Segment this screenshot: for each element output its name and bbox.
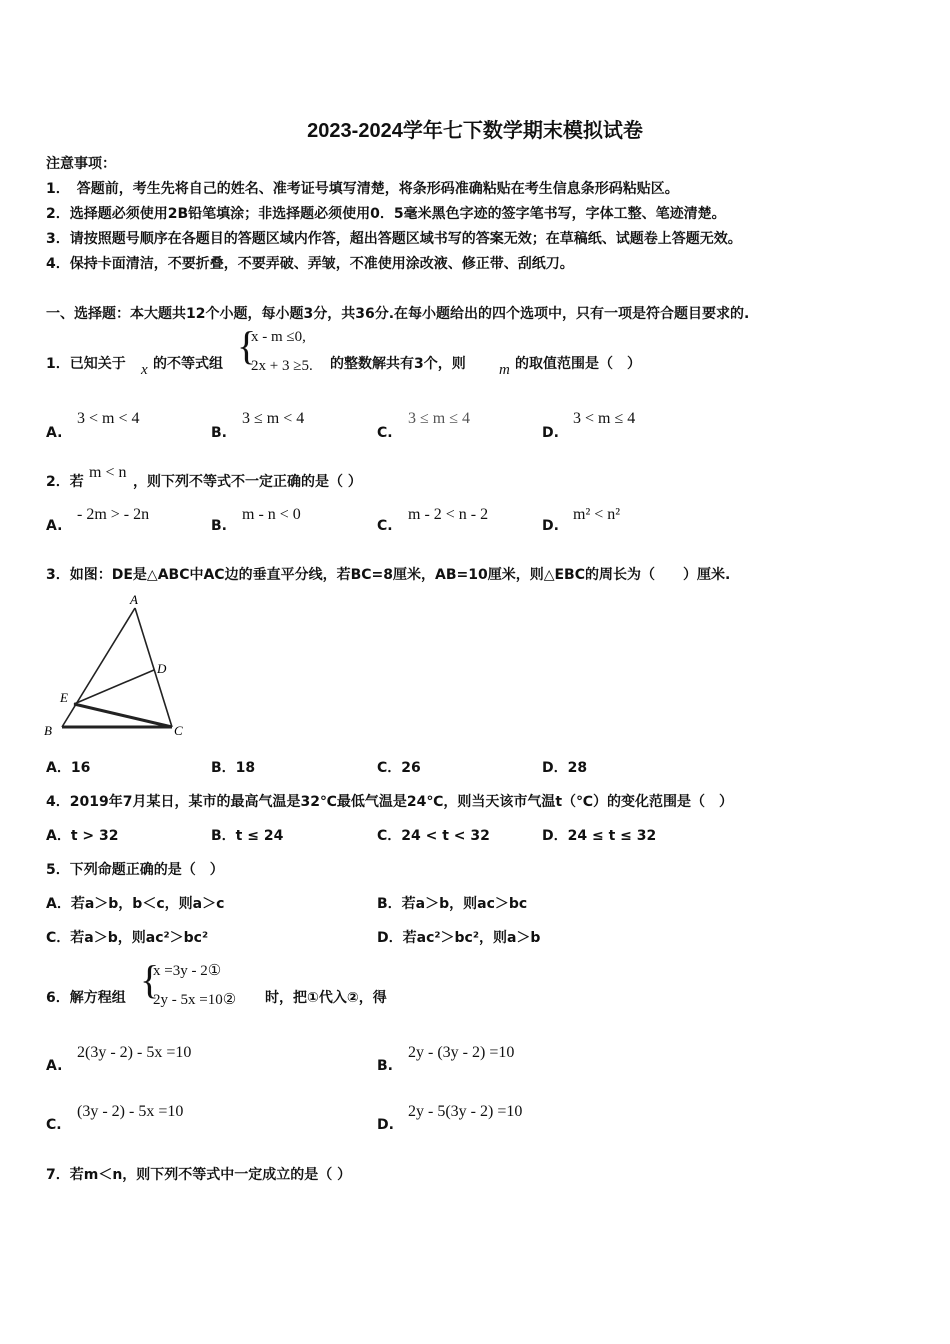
q5-option-a: A．若a＞b，b＜c，则a＞c: [46, 896, 225, 912]
q4-stem: 4．2019年7月某日，某市的最高气温是32℃最低气温是24℃，则当天该市气温t（℃）的变化范围是（ ）: [46, 794, 733, 810]
q6-option-b: 2y - (3y - 2) =10: [408, 1044, 515, 1061]
q6-tail: 时，把①代入②，得: [265, 990, 387, 1006]
q4-option-b: B．t ≤ 24: [211, 828, 284, 844]
q1-option-c: 3 ≤ m ≤ 4: [408, 410, 471, 427]
q5-option-d: D．若ac²＞bc²，则a＞b: [377, 930, 541, 946]
q2-option-a-label: A.: [46, 518, 63, 534]
q2-tail: ，则下列不等式不一定正确的是（ ）: [133, 474, 362, 490]
point-b-label: B: [44, 723, 52, 738]
q3-option-b: B．18: [211, 760, 256, 776]
triangle-figure: [40, 590, 200, 742]
point-c-label: C: [174, 723, 183, 738]
q6-option-a: 2(3y - 2) - 5x =10: [77, 1044, 192, 1061]
q1-sys-line-1: x - m ≤0,: [251, 329, 306, 345]
q3-option-d: D．28: [542, 760, 588, 776]
notice-item-3: 3．请按照题号顺序在各题目的答题区域内作答，超出答题区域书写的答案无效；在草稿纸、试题卷上答题无效。: [46, 231, 742, 247]
q6-option-a-label: A.: [46, 1058, 63, 1074]
q1-var-x: x: [141, 362, 148, 378]
q2-option-c: m - 2 < n - 2: [408, 506, 489, 523]
section-heading: 一、选择题：本大题共12个小题，每小题3分，共36分.在每小题给出的四个选项中，只有一项是符合题目要求的.: [46, 306, 750, 322]
q2-option-b: m - n < 0: [242, 506, 301, 523]
q1-sys-line-2: 2x + 3 ≥5.: [251, 358, 313, 374]
q6-option-c-label: C.: [46, 1117, 62, 1133]
q6-option-d: 2y - 5(3y - 2) =10: [408, 1103, 523, 1120]
q1-option-d-label: D.: [542, 425, 559, 441]
q1-pre: 1．已知关于: [46, 356, 126, 372]
q1-option-a: 3 < m < 4: [77, 410, 140, 427]
q2-condition: m < n: [89, 464, 127, 481]
q3-option-a: A．16: [46, 760, 91, 776]
q5-option-c: C．若a＞b，则ac²＞bc²: [46, 930, 209, 946]
q1-option-c-label: C.: [377, 425, 393, 441]
q3-option-c: C．26: [377, 760, 421, 776]
q3-stem: 3．如图：DE是△ABC中AC边的垂直平分线，若BC=8厘米，AB=10厘米，则△EBC的周长为（ ）厘米.: [46, 567, 731, 583]
q1-option-b: 3 ≤ m < 4: [242, 410, 305, 427]
q5-option-b: B．若a＞b，则ac＞bc: [377, 896, 528, 912]
q5-stem: 5．下列命题正确的是（ ）: [46, 862, 224, 878]
q1-var-m: m: [499, 362, 510, 378]
point-d-label: D: [157, 661, 167, 676]
q6-sys-line-2: 2y - 5x =10②: [153, 992, 237, 1008]
q2-option-a: - 2m > - 2n: [77, 506, 150, 523]
page-title: 2023-2024学年七下数学期末模拟试卷: [307, 120, 643, 142]
q6-brace: {: [140, 957, 160, 1002]
q7-stem: 7．若m＜n，则下列不等式中一定成立的是（ ）: [46, 1167, 352, 1183]
q2-option-d-label: D.: [542, 518, 559, 534]
q1-option-a-label: A.: [46, 425, 63, 441]
q2-option-b-label: B.: [211, 518, 227, 534]
q2-option-c-label: C.: [377, 518, 393, 534]
q1-tail: 的取值范围是（ ）: [515, 356, 641, 372]
q1-mid: 的不等式组: [153, 356, 223, 372]
notice-item-2: 2．选择题必须使用2B铅笔填涂；非选择题必须使用0．5毫米黑色字迹的签字笔书写，字体工整、笔迹清楚。: [46, 206, 726, 222]
notice-item-4: 4．保持卡面清洁，不要折叠，不要弄破、弄皱，不准使用涂改液、修正带、刮纸刀。: [46, 256, 574, 272]
notice-heading: 注意事项：: [46, 156, 116, 172]
q2-pre: 2．若: [46, 474, 84, 490]
q1-post: 的整数解共有3个，则: [330, 356, 466, 372]
q4-option-a: A．t > 32: [46, 828, 119, 844]
q1-option-b-label: B.: [211, 425, 227, 441]
q6-option-d-label: D.: [377, 1117, 394, 1133]
q6-sys-line-1: x =3y - 2①: [153, 963, 222, 979]
q4-option-c: C．24 < t < 32: [377, 828, 490, 844]
notice-item-1: 1． 答题前，考生先将自己的姓名、准考证号填写清楚，将条形码准确粘贴在考生信息条形码粘贴区。: [46, 181, 679, 197]
q1-brace: {: [237, 323, 257, 368]
q6-pre: 6．解方程组: [46, 990, 126, 1006]
point-a-label: A: [130, 592, 138, 607]
q4-option-d: D．24 ≤ t ≤ 32: [542, 828, 657, 844]
q2-option-d: m² < n²: [573, 506, 621, 523]
point-e-label: E: [60, 690, 68, 705]
q1-option-d: 3 < m ≤ 4: [573, 410, 636, 427]
q6-option-c: (3y - 2) - 5x =10: [77, 1103, 184, 1120]
q6-option-b-label: B.: [377, 1058, 393, 1074]
